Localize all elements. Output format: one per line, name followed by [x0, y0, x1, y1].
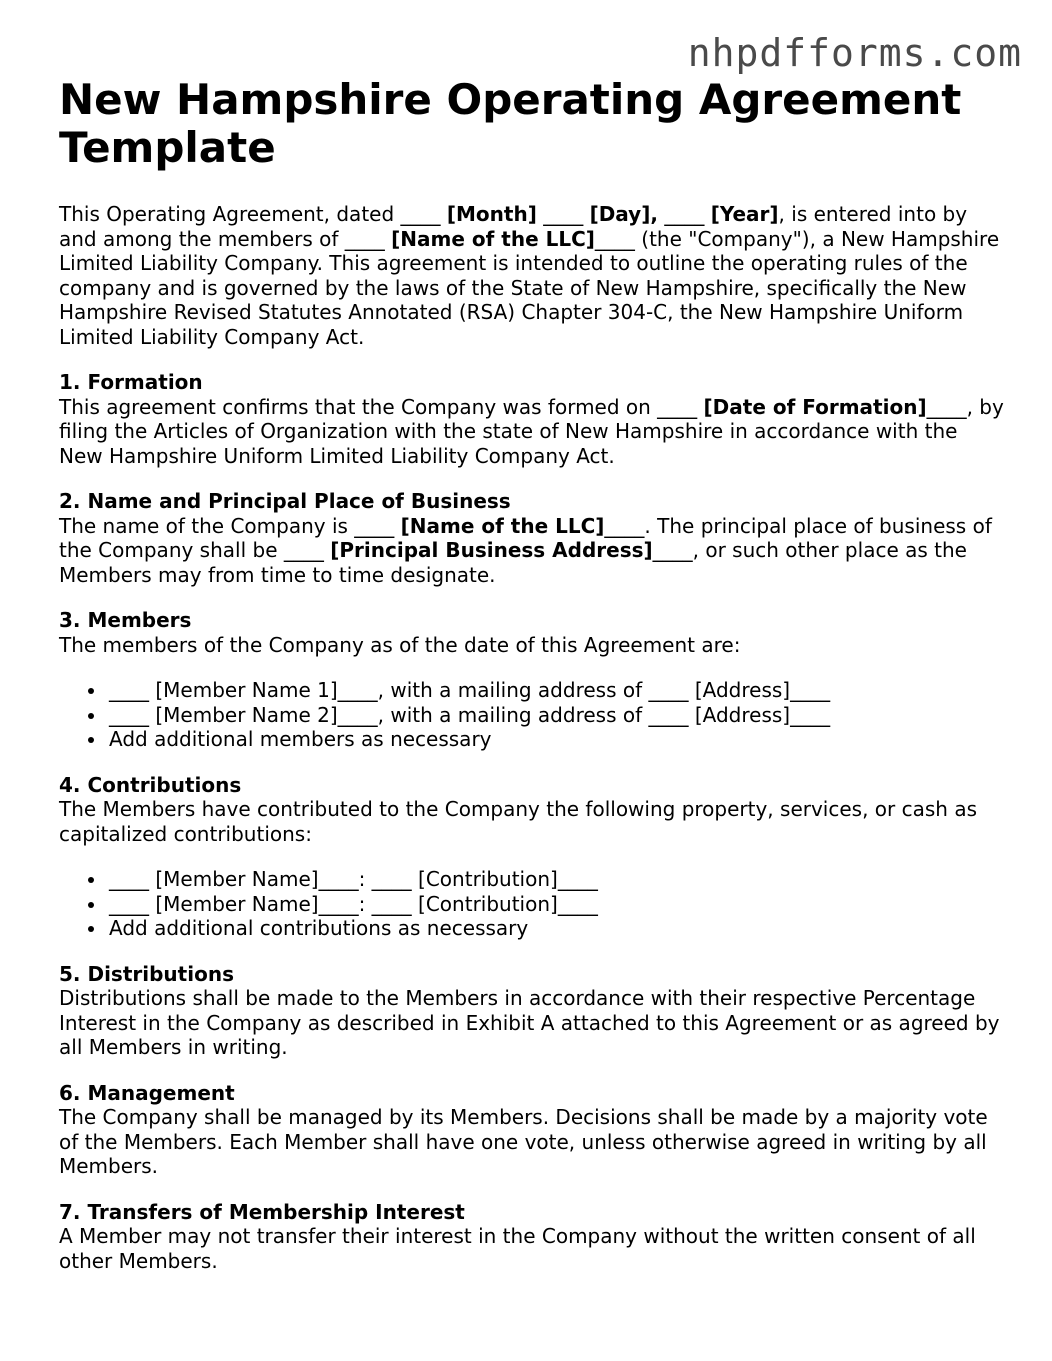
name-text-2: ____. The principal place of business of the Company shall be ____: [59, 513, 992, 562]
section-heading: 5. Distributions: [59, 961, 234, 986]
section-heading: 2. Name and Principal Place of Business: [59, 489, 511, 513]
intro-text-1: This Operating Agreement, dated ____: [59, 202, 447, 226]
name-text-3: ____, or such other place as the Members may from time to time designate.: [59, 538, 967, 587]
section-body: The Company shall be managed by its Members. Decisions shall be made by a majority vote of the Members. Each Member shall have one vote, unless otherwise agreed in writing by all Members.: [59, 1105, 988, 1178]
section-lead: The Members have contributed to the Company the following property, services, or cash as capitalized contributions:: [59, 797, 977, 846]
section-contributions: [59, 773, 1004, 941]
month-field: [Month]: [446, 202, 537, 226]
section-heading: 3. Members: [59, 608, 192, 632]
section-lead: The members of the Company as of the date of this Agreement are:: [59, 632, 741, 657]
list-item: ____ [Member Name 1]____, with a mailing address of ____ [Address]____: [109, 678, 1004, 703]
members-list: [59, 678, 1004, 752]
section-heading: 6. Management: [59, 1080, 235, 1105]
section-heading: 1. Formation: [59, 370, 203, 394]
list-item: ____ [Member Name]____: ____ [Contribution]____: [109, 892, 1004, 917]
intro-text-3: ____: [657, 202, 711, 226]
list-item: Add additional members as necessary: [109, 727, 1004, 752]
site-watermark: nhpdfforms.com: [687, 31, 1022, 75]
section-formation: [59, 370, 1004, 468]
list-item: ____ [Member Name 2]____, with a mailing address of ____ [Address]____: [109, 703, 1004, 728]
contributions-list: [59, 867, 1004, 941]
document-page: [59, 76, 1004, 1294]
formation-date-field: [Date of Formation]: [703, 394, 927, 419]
section-body: [59, 395, 1004, 469]
intro-text-2: ____: [536, 202, 590, 226]
section-name-place: [59, 489, 1004, 587]
section-body: A Member may not transfer their interest in the Company without the written consent of all other Members.: [59, 1224, 976, 1273]
year-field: [Year]: [710, 202, 779, 226]
intro-paragraph: [59, 202, 1004, 349]
section-members: [59, 608, 1004, 752]
formation-text-1: This agreement confirms that the Company was formed on ____: [59, 394, 704, 419]
name-text-1: The name of the Company is ____: [59, 513, 401, 538]
section-body: Distributions shall be made to the Members in accordance with their respective Percentage Interest in the Company as described in Exhibit A attached to this Agreement or as agreed by all Members in writing.: [59, 986, 1000, 1059]
intro-text-4: , is entered into by and among the members of ____: [59, 202, 968, 251]
llc-name-field: [Name of the LLC]: [391, 226, 595, 251]
formation-text-2: ____, by filing the Articles of Organization with the state of New Hampshire in accordance with the New Hampshire Uniform Limited Liability Company Act.: [59, 394, 1004, 468]
section-heading: 7. Transfers of Membership Interest: [59, 1199, 465, 1224]
section-heading: 4. Contributions: [59, 772, 242, 797]
section-management: [59, 1081, 1004, 1179]
list-item: ____ [Member Name]____: ____ [Contribution]____: [109, 867, 1004, 892]
section-distributions: [59, 962, 1004, 1060]
intro-text-5: ____ (the "Company"), a New Hampshire Limited Liability Company. This agreement is intended to outline the operating rules of the company and is governed by the laws of the State of New Hampshire, specifically the New Hampshire Revised Statutes Annotated (RSA) Chapter 304-C, the New Hampshire Uniform Limited Liability Company Act.: [59, 226, 1000, 349]
day-field: [Day],: [589, 202, 658, 226]
section-body: [59, 514, 1004, 588]
list-item: Add additional contributions as necessary: [109, 916, 1004, 941]
business-address-field: [Principal Business Address]: [330, 538, 653, 562]
section-transfers: [59, 1200, 1004, 1274]
page-title: New Hampshire Operating Agreement Template: [59, 75, 962, 172]
llc-name-field: [Name of the LLC]: [400, 513, 605, 538]
